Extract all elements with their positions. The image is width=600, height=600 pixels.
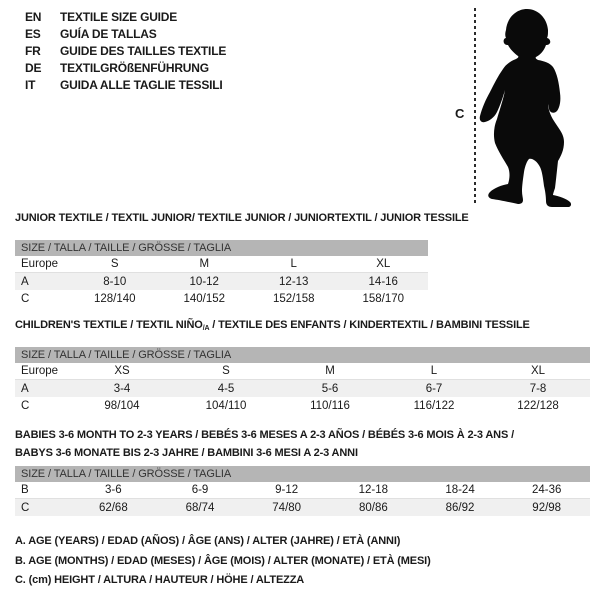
table-row-c: [15, 397, 590, 414]
cell: XS: [114, 365, 130, 377]
children-title-subscript: /A: [202, 325, 210, 332]
cell: 98/104: [104, 399, 140, 412]
children-size-table: [15, 347, 590, 414]
babies-title-line2: BABYS 3-6 MONATE BIS 2-3 JAHRE / BAMBINI 3-6 MESI A 2-3 ANNI: [15, 447, 358, 459]
legend-notes: [15, 532, 431, 591]
table-row-c: [15, 499, 590, 516]
row-label: Europe: [21, 258, 59, 270]
height-measure-label: C: [455, 106, 465, 121]
children-title-post: / TEXTILE DES ENFANTS / KINDERTEXTIL / BAMBINI TESSILE: [209, 319, 530, 331]
row-label: Europe: [21, 365, 59, 377]
junior-size-table: [15, 240, 428, 307]
language-label: TEXTILGRÖßENFÜHRUNG: [60, 60, 209, 75]
cell: 80/86: [358, 501, 388, 514]
cell: 10-12: [189, 275, 219, 288]
table-row-a: [15, 380, 590, 397]
language-label: GUÍA DE TALLAS: [60, 26, 157, 41]
cell: S: [222, 365, 230, 377]
table-row-b: [15, 482, 590, 499]
table-row-a: [15, 273, 428, 290]
junior-table-title: JUNIOR TEXTILE / TEXTIL JUNIOR/ TEXTILE JUNIOR / JUNIORTEXTIL / JUNIOR TESSILE: [15, 212, 469, 224]
babies-table-title: [15, 426, 514, 462]
row-label: C: [21, 501, 30, 514]
cell: 104/110: [205, 399, 247, 412]
cell: 14-16: [368, 275, 398, 288]
language-row-it: [25, 76, 226, 93]
cell: 140/152: [183, 292, 226, 305]
babies-size-table: [15, 466, 590, 516]
language-row-de: [25, 59, 226, 76]
size-header-bar: SIZE / TALLA / TAILLE / GRÖSSE / TAGLIA: [15, 466, 590, 482]
note-b: B. AGE (MONTHS) / EDAD (MESES) / ÂGE (MOIS) / ALTER (MONATE) / ETÀ (MESI): [15, 554, 431, 567]
cell: 6-7: [425, 382, 443, 395]
cell: 158/170: [362, 292, 405, 305]
language-row-fr: [25, 42, 226, 59]
row-label: A: [21, 382, 29, 395]
cell: 86/92: [445, 501, 475, 514]
language-code: ES: [25, 26, 41, 41]
row-label: C: [21, 292, 30, 305]
cell: 24-36: [531, 484, 562, 496]
cell: L: [430, 365, 438, 377]
cell: 74/80: [272, 501, 302, 514]
language-code: FR: [25, 43, 41, 58]
language-label: GUIDE DES TAILLES TEXTILE: [60, 43, 227, 58]
cell: S: [110, 258, 119, 270]
cell: 18-24: [445, 484, 475, 496]
language-list: [25, 8, 226, 93]
size-header-bar: SIZE / TALLA / TAILLE / GRÖSSE / TAGLIA: [15, 347, 590, 363]
cell: 152/158: [272, 292, 315, 305]
note-a: A. AGE (YEARS) / EDAD (AÑOS) / ÂGE (ANS) / ALTER (JAHRE) / ETÀ (ANNI): [15, 535, 401, 547]
children-table-title: [15, 319, 530, 332]
row-label: A: [21, 275, 29, 288]
language-label: TEXTILE SIZE GUIDE: [60, 9, 178, 24]
language-code: EN: [25, 9, 42, 24]
cell: 3-4: [113, 382, 131, 395]
cell: 110/116: [310, 399, 350, 412]
cell: 92/98: [532, 501, 562, 514]
baby-silhouette-icon: [470, 0, 600, 215]
row-label: C: [21, 399, 30, 412]
cell: L: [290, 258, 297, 270]
cell: XL: [376, 258, 391, 270]
babies-title-line1: BABIES 3-6 MONTH TO 2-3 YEARS / BEBÉS 3-6 MESES A 2-3 AÑOS / BÉBÉS 3-6 MOIS À 2-3 ANS /: [15, 429, 514, 441]
language-code: IT: [25, 77, 36, 92]
cell: 122/128: [517, 399, 559, 412]
cell: 5-6: [321, 382, 339, 395]
language-code: DE: [25, 60, 42, 75]
language-row-en: [25, 8, 226, 25]
cell: 62/68: [98, 501, 128, 514]
cell: 8-10: [103, 275, 127, 288]
cell: M: [325, 365, 335, 377]
language-label: GUIDA ALLE TAGLIE TESSILI: [60, 77, 223, 92]
cell: 12-13: [279, 275, 309, 288]
table-row-europe: [15, 363, 590, 380]
row-label: B: [21, 484, 29, 496]
cell: XL: [530, 365, 546, 377]
language-row-es: [25, 25, 226, 42]
cell: 7-8: [529, 382, 547, 395]
children-title-pre: CHILDREN'S TEXTILE / TEXTIL NIÑO: [15, 319, 203, 331]
note-c: C. (cm) HEIGHT / ALTURA / HAUTEUR / HÖHE / ALTEZZA: [15, 574, 305, 586]
cell: 12-18: [358, 484, 389, 496]
table-row-europe: [15, 256, 428, 273]
cell: 4-5: [217, 382, 235, 395]
cell: 116/122: [413, 399, 455, 412]
cell: 6-9: [191, 484, 209, 496]
cell: 128/140: [93, 292, 136, 305]
cell: 3-6: [105, 484, 122, 496]
size-header-bar: SIZE / TALLA / TAILLE / GRÖSSE / TAGLIA: [15, 240, 428, 256]
cell: 9-12: [275, 484, 299, 496]
table-row-c: [15, 290, 428, 307]
cell: M: [199, 258, 210, 270]
cell: 68/74: [185, 501, 215, 514]
